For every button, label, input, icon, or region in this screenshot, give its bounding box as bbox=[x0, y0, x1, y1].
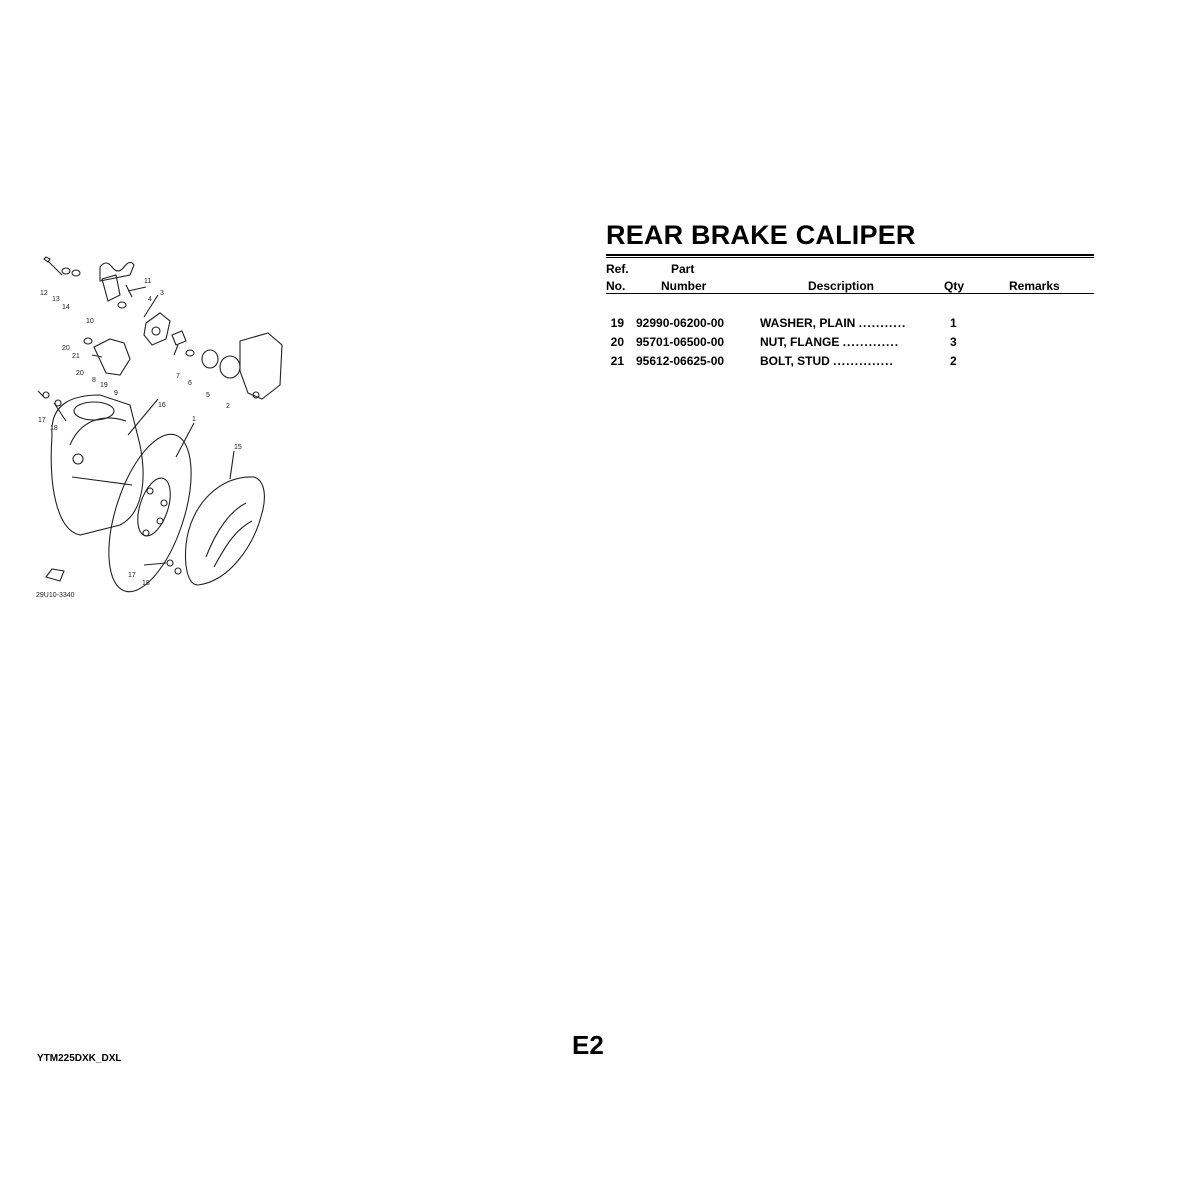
svg-text:18: 18 bbox=[50, 425, 58, 432]
table-row bbox=[606, 354, 1094, 370]
exploded-parts-diagram bbox=[30, 245, 300, 605]
header-part-line2: Number bbox=[661, 279, 707, 293]
svg-text:16: 16 bbox=[158, 402, 166, 409]
description-text: NUT, FLANGE bbox=[760, 335, 840, 349]
page-id: E2 bbox=[572, 1030, 604, 1060]
svg-text:10: 10 bbox=[86, 318, 94, 325]
header-part-line1: Part bbox=[671, 262, 695, 276]
bolt-head-shape bbox=[44, 257, 50, 262]
quantity: 3 bbox=[950, 335, 957, 349]
part-number: 95701-06500-00 bbox=[636, 335, 725, 349]
leader-dots: .............. bbox=[833, 354, 894, 368]
table-row bbox=[606, 335, 1094, 351]
header-remarks: Remarks bbox=[1009, 279, 1060, 293]
svg-text:4: 4 bbox=[148, 296, 152, 303]
svg-text:7: 7 bbox=[176, 373, 180, 380]
svg-text:17: 17 bbox=[128, 572, 136, 579]
header-rule bbox=[606, 293, 1094, 294]
part-description bbox=[760, 354, 894, 368]
svg-text:5: 5 bbox=[206, 392, 210, 399]
svg-text:13: 13 bbox=[52, 296, 60, 303]
brake-assembly-illustration bbox=[30, 245, 300, 605]
page-title: REAR BRAKE CALIPER bbox=[606, 220, 916, 250]
svg-text:15: 15 bbox=[234, 444, 242, 451]
svg-text:17: 17 bbox=[38, 417, 46, 424]
part-number: 92990-06200-00 bbox=[636, 316, 725, 330]
ref-number: 19 bbox=[610, 316, 624, 330]
quantity: 1 bbox=[950, 316, 957, 330]
svg-text:12: 12 bbox=[40, 290, 48, 297]
leader-dots: ........... bbox=[858, 316, 907, 330]
svg-text:19: 19 bbox=[100, 382, 108, 389]
table-row bbox=[606, 316, 1094, 332]
svg-text:2: 2 bbox=[226, 403, 230, 410]
part-description bbox=[760, 335, 899, 349]
svg-text:11: 11 bbox=[144, 278, 152, 285]
svg-text:20: 20 bbox=[76, 370, 84, 377]
part-description bbox=[760, 316, 906, 330]
leader-dots: ............. bbox=[842, 335, 900, 349]
quantity: 2 bbox=[950, 354, 957, 368]
svg-text:20: 20 bbox=[62, 345, 70, 352]
svg-text:8: 8 bbox=[92, 377, 96, 384]
header-ref-line2: No. bbox=[606, 279, 626, 293]
header-description: Description bbox=[808, 279, 875, 293]
part-number: 95612-06625-00 bbox=[636, 354, 725, 368]
svg-text:6: 6 bbox=[188, 380, 192, 387]
svg-text:29U10-3340: 29U10-3340 bbox=[36, 592, 75, 599]
description-text: WASHER, PLAIN bbox=[760, 316, 856, 330]
title-rule-thin bbox=[606, 257, 1094, 258]
svg-text:21: 21 bbox=[72, 353, 80, 360]
ref-number: 21 bbox=[610, 354, 624, 368]
header-ref-line1: Ref. bbox=[606, 262, 629, 276]
svg-text:3: 3 bbox=[160, 290, 164, 297]
model-code: YTM225DXK_DXL bbox=[37, 1053, 122, 1064]
ref-number: 20 bbox=[610, 335, 624, 349]
svg-text:1: 1 bbox=[192, 416, 196, 423]
svg-text:18: 18 bbox=[142, 580, 150, 587]
svg-text:14: 14 bbox=[62, 304, 70, 311]
title-rule bbox=[606, 254, 1094, 256]
description-text: BOLT, STUD bbox=[760, 354, 830, 368]
svg-text:9: 9 bbox=[114, 390, 118, 397]
header-qty: Qty bbox=[944, 279, 965, 293]
